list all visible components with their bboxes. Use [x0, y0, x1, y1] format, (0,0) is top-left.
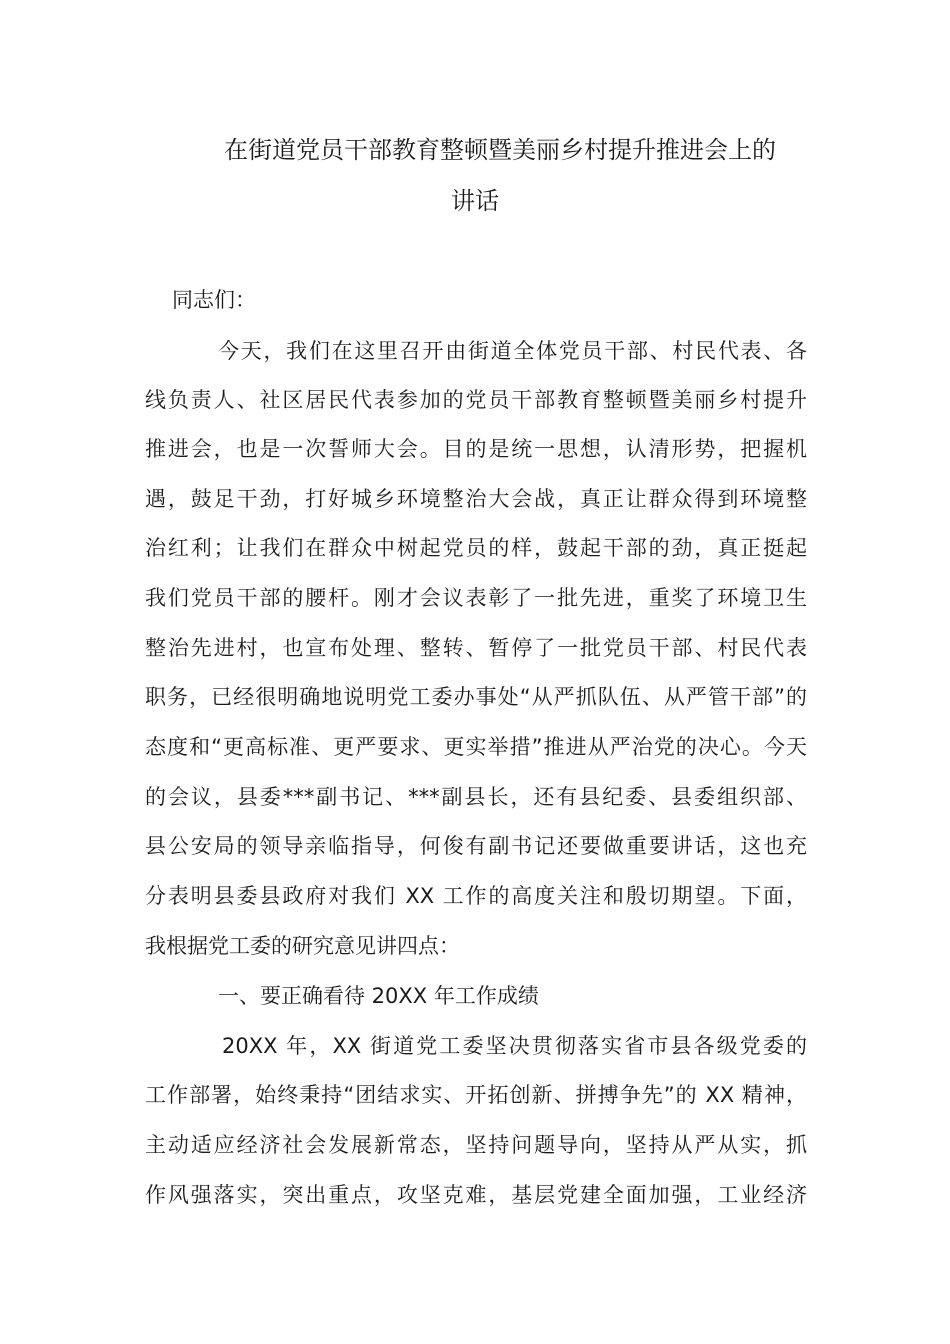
body-line: 职务，已经很明确地说明党工委办事处“从严抓队伍、从严管干部”的 [145, 685, 807, 709]
body-line: 的会议，县委***副书记、***副县长，还有县纪委、县委组织部、 [145, 785, 807, 809]
body-line: 线负责人、社区居民代表参加的党员干部教育整顿暨美丽乡村提升 [145, 388, 807, 412]
document-title-line-2: 讲话 [451, 187, 499, 215]
body-line: 今天，我们在这里召开由街道全体党员干部、村民代表、各 [218, 339, 807, 363]
body-line: 我们党员干部的腰杆。刚才会议表彰了一批先进，重奖了环境卫生 [145, 586, 807, 610]
body-line: 遇，鼓足干劲，打好城乡环境整治大会战，真正让群众得到环境整 [145, 487, 807, 511]
document-title-line-1: 在街道党员干部教育整顿暨美丽乡村提升推进会上的 [224, 136, 776, 164]
body-line: 推进会，也是一次誓师大会。目的是统一思想，认清形势，把握机 [145, 437, 807, 461]
body-line: 我根据党工委的研究意见讲四点： [145, 934, 460, 958]
body-line: 作风强落实，突出重点，攻坚克难，基层党建全面加强，工业经济 [145, 1183, 807, 1207]
body-line: 治红利；让我们在群众中树起党员的样，鼓起干部的劲，真正挺起 [145, 536, 807, 560]
body-line: 20XX 年，XX 街道党工委坚决贯彻落实省市县各级党委的 [222, 1034, 807, 1058]
section-heading: 一、要正确看待 20XX 年工作成绩 [218, 984, 539, 1008]
body-line: 态度和“更高标准、更严要求、更实举措”推进从严治党的决心。今天 [145, 735, 807, 759]
body-line: 主动适应经济社会发展新常态，坚持问题导向，坚持从严从实，抓 [145, 1133, 807, 1157]
body-line: 工作部署，始终秉持“团结求实、开拓创新、拼搏争先”的 XX 精神， [145, 1083, 807, 1107]
body-line: 县公安局的领导亲临指导，何俊有副书记还要做重要讲话，这也充 [145, 834, 807, 858]
body-line: 分表明县委县政府对我们 XX 工作的高度关注和殷切期望。下面， [145, 884, 807, 908]
salutation: 同志们： [172, 288, 256, 312]
body-line: 整治先进村，也宣布处理、整转、暂停了一批党员干部、村民代表 [145, 636, 807, 660]
